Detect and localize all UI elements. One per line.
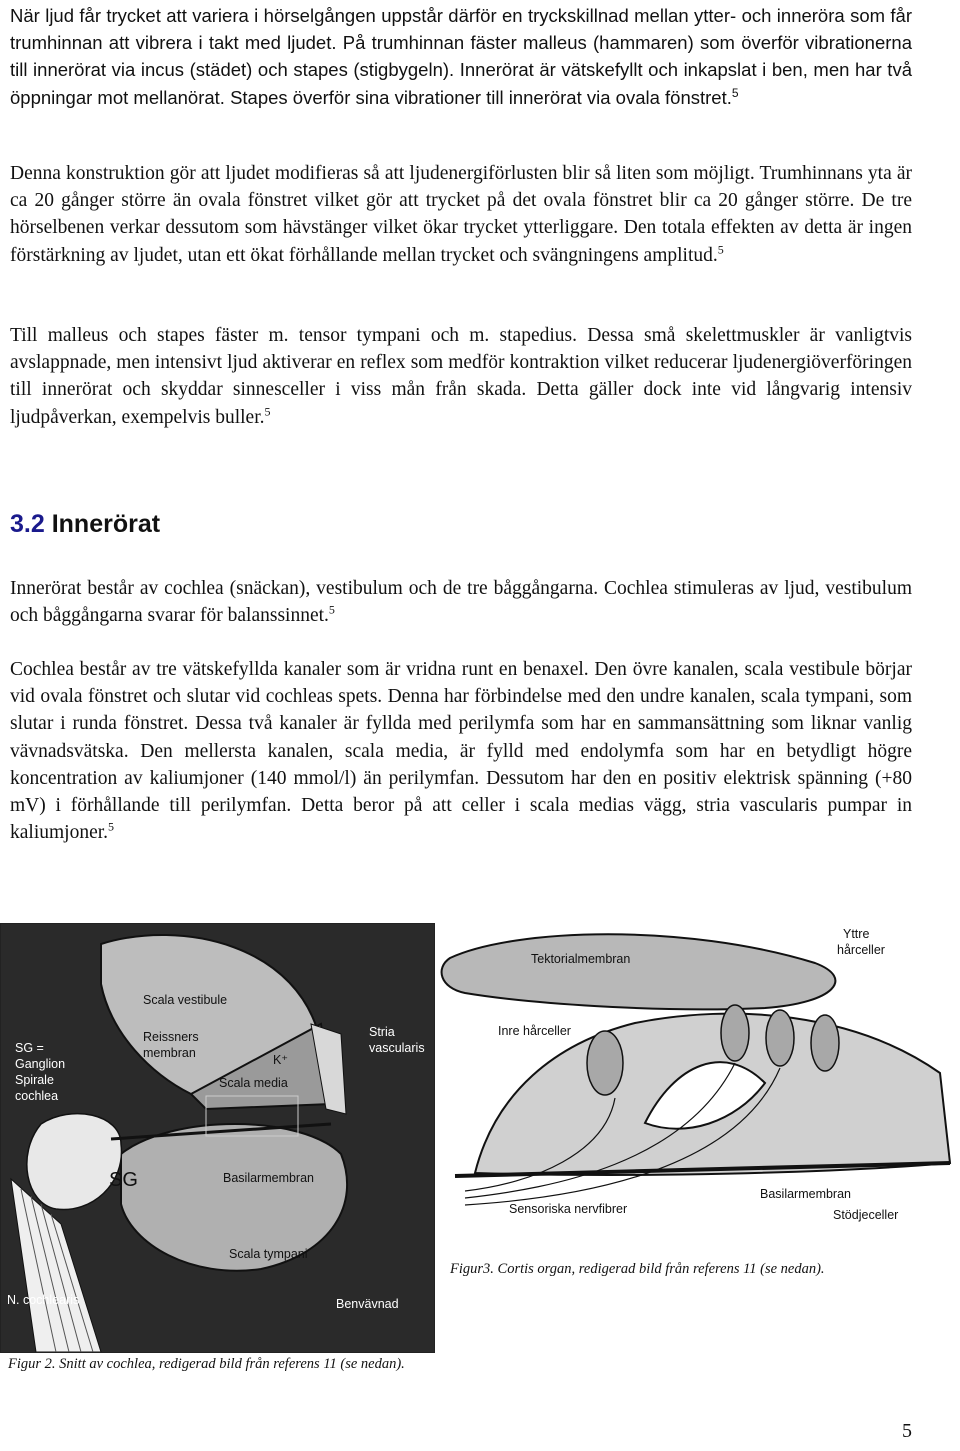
figure-2-caption: Figur 2. Snitt av cochlea, redigerad bild från referens 11 (se nedan). <box>8 1356 405 1372</box>
figure-2 <box>0 923 435 1353</box>
figure-3-caption: Figur3. Cortis organ, redigerad bild från referens 11 (se nedan). <box>450 1261 825 1277</box>
label-sg-def-4: cochlea <box>15 1089 59 1103</box>
label-scala-media: Scala media <box>219 1076 288 1090</box>
fig3-label-harceller-outer: hårceller <box>837 943 885 957</box>
label-scala-vestibule: Scala vestibule <box>143 993 228 1007</box>
paragraph-5-text: Cochlea består av tre vätskefyllda kanaler som är vridna runt en benaxel. Den övre kanalen, scala vestibule börjar vid ovala fönstret och slutar vid cochleas spets. Denna har förbindelse med den undre kanalen, scala tympani, som slutar i runda fönstret. Dessa två kanaler är fyllda med perilymfa som har en sammansättning som liknar vanlig vävnadsvätska. Den mellersta kanalen, scala media, är fylld med endolymfa som har en betydligt högre koncentration av kaliumjoner (140 mmol/l) än perilymfan. Dessutom har den en positiv elektrisk spänning (+80 mV) i förhållande till perilymfan. Detta beror på att celler i scala medias vägg, stria vascularis pumpar in kaliumjoner. <box>10 659 912 844</box>
figure-2-drawing <box>1 924 434 1352</box>
outer-hair-cell <box>721 1005 749 1061</box>
paragraph-4 <box>10 575 912 629</box>
paragraph-5 <box>10 656 912 846</box>
paragraph-5-ref: 5 <box>108 819 115 834</box>
inner-hair-cell <box>587 1031 623 1095</box>
intro-ref: 5 <box>731 85 739 100</box>
fig3-label-yttre: Yttre <box>843 927 870 941</box>
label-scala-tympani: Scala tympani <box>229 1247 308 1261</box>
fig3-label-basilarmembran: Basilarmembran <box>760 1187 852 1201</box>
label-benvavnad: Benvävnad <box>336 1297 399 1311</box>
paragraph-4-ref: 5 <box>328 602 335 617</box>
fig3-label-stodjeceller: Stödjeceller <box>833 1208 899 1222</box>
paragraph-3-ref: 5 <box>264 404 271 419</box>
paragraph-2 <box>10 160 912 269</box>
section-number: 3.2 <box>10 510 45 538</box>
label-sg-def-2: Ganglion <box>15 1057 66 1071</box>
label-k-plus: K⁺ <box>273 1053 288 1067</box>
figure-3 <box>435 923 957 1248</box>
label-vascularis: vascularis <box>369 1041 425 1055</box>
label-stria: Stria <box>369 1025 395 1039</box>
label-sg: SG <box>109 1169 138 1191</box>
paragraph-3 <box>10 322 912 431</box>
section-heading <box>10 510 160 539</box>
label-basilarmembran: Basilarmembran <box>223 1171 315 1185</box>
intro-paragraph <box>10 2 912 111</box>
label-sg-def-3: Spirale <box>15 1073 54 1087</box>
label-reissners: Reissners <box>143 1030 199 1044</box>
paragraph-4-text: Innerörat består av cochlea (snäckan), vestibulum och de tre båggångarna. Cochlea stimuleras av ljud, vestibulum och båggångarna svarar för balanssinnet. <box>10 578 912 627</box>
label-membran: membran <box>143 1046 196 1060</box>
intro-text: När ljud får trycket att variera i hörselgången uppstår därför en tryckskillnad mellan ytter- och inneröra som får trumhinnan att vibrera i takt med ljudet. På trumhinnan fäster malleus (hammaren) som överför vibrationerna till innerörat via incus (städet) och stapes (stigbygeln). Innerörat är vätskefyllt och inkapslat i ben, men har två öppningar mot mellanörat. Stapes överför sina vibrationer till innerörat via ovala fönstret. <box>10 5 912 108</box>
paragraph-2-text: Denna konstruktion gör att ljudet modifieras så att ljudenergiförlusten blir så liten som möjligt. Trumhinnans yta är ca 20 gånger större än ovala fönstret vilket gör att trycket på det ovala fönstret blir ca 20 gånger större. De tre hörselbenen verkar dessutom som hävstänger vilket ökar trycket ytterliggare. Den totala effekten av detta är ingen förstärkning av ljudet, utan ett ökat förhållande mellan trycket och svängningens amplitud. <box>10 163 912 266</box>
label-n-cochlearis: N. cochlearis <box>7 1293 80 1307</box>
outer-hair-cell <box>766 1010 794 1066</box>
fig3-label-inre-harceller: Inre hårceller <box>498 1024 571 1038</box>
section-title: Innerörat <box>51 510 161 538</box>
fig3-label-sensoriska: Sensoriska nervfibrer <box>509 1202 628 1216</box>
figure-3-drawing <box>435 923 957 1248</box>
page-number: 5 <box>902 1420 912 1442</box>
paragraph-3-text: Till malleus och stapes fäster m. tensor tympani och m. stapedius. Dessa små skelettmuskler är vanligtvis avslappnade, men intensivt ljud aktiverar en reflex som medför kontraktion vilket reducerar ljudenergiöverföringen till innerörat och skyddar sinnesceller i viss mån från skada. Detta gäller dock inte vid långvarig intensiv ljudpåverkan, exempelvis buller. <box>10 325 912 428</box>
outer-hair-cell <box>811 1015 839 1071</box>
fig3-label-tektorialmembran: Tektorialmembran <box>531 952 631 966</box>
paragraph-2-ref: 5 <box>717 242 724 257</box>
label-sg-def-1: SG = <box>15 1041 44 1055</box>
